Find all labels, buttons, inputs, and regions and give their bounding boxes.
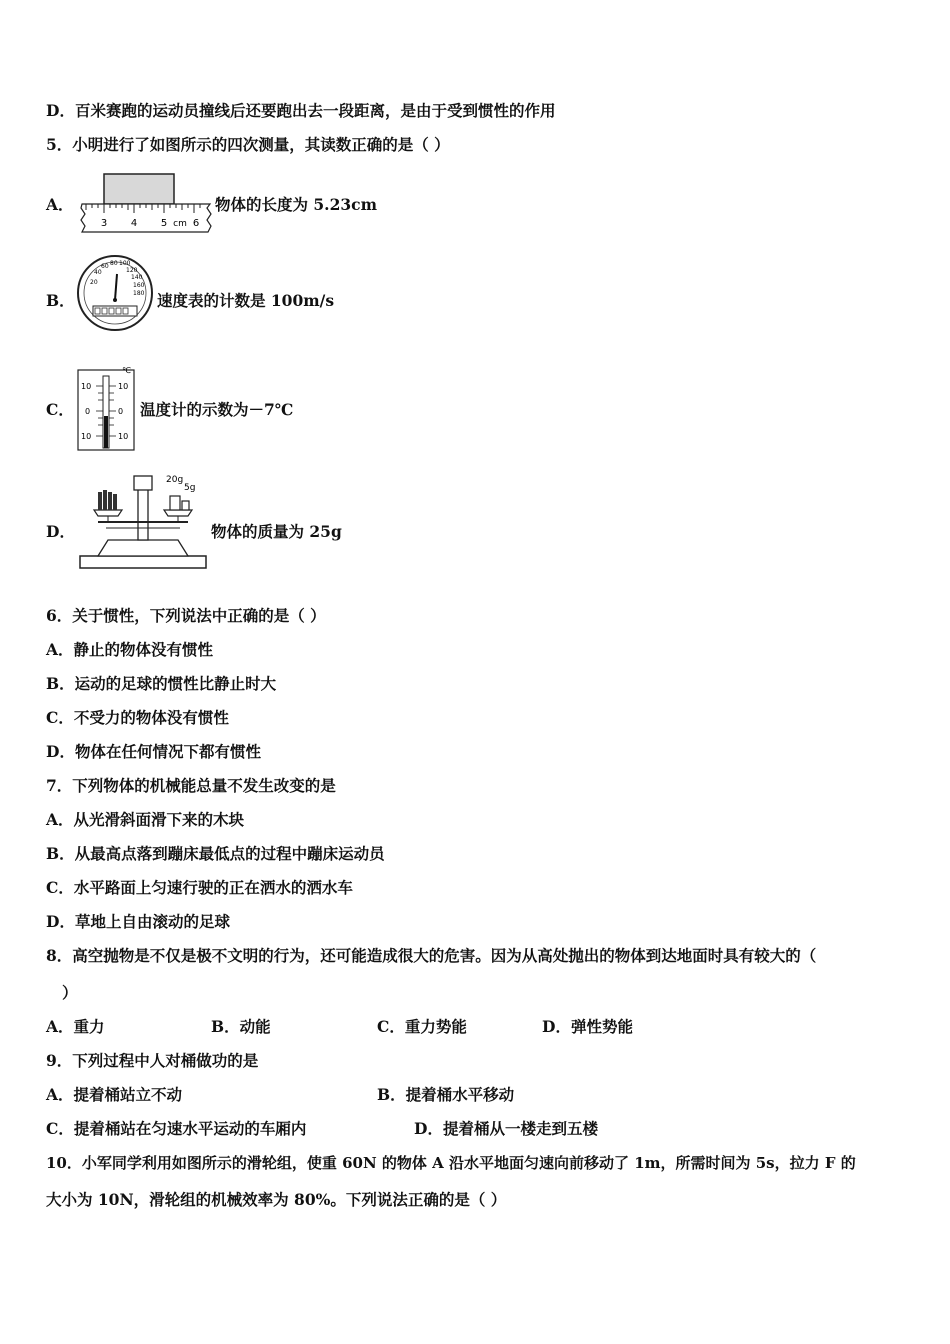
ruler-figure	[80, 172, 214, 236]
q7-option-d: D．草地上自由滚动的足球	[46, 912, 230, 931]
ruler-unit: cm	[173, 219, 187, 229]
q10-stem-cont: 大小为 10N，滑轮组的机械效率为 80%。下列说法正确的是（ ）	[46, 1190, 507, 1209]
q5-b-text: 速度表的计数是 100m/s	[157, 291, 335, 310]
q9-option-d: D．提着桶从一楼走到五楼	[414, 1119, 598, 1138]
q5-a-text: 物体的长度为 5.23cm	[215, 195, 377, 214]
speed-tick-160: 160	[133, 282, 145, 289]
q8-option-b: B．动能	[211, 1017, 271, 1036]
ruler-tick-3: 3	[100, 218, 108, 229]
q9-option-c: C．提着桶站在匀速水平运动的车厢内	[46, 1119, 307, 1138]
q5-c-letter: C．	[46, 400, 74, 419]
q6-option-c: C．不受力的物体没有惯性	[46, 708, 229, 727]
balance-figure	[78, 470, 208, 572]
speed-tick-100: 100	[119, 260, 131, 267]
thermometer-figure	[76, 364, 136, 452]
speed-tick-120: 120	[126, 267, 138, 274]
thermo-right-10-top: 10	[118, 382, 129, 391]
speed-tick-180: 180	[133, 290, 145, 297]
q10-stem: 10．小军同学利用如图所示的滑轮组，使重 60N 的物体 A 沿水平地面匀速向前移动了 1m，所需时间为 5s，拉力 F 的	[46, 1154, 856, 1172]
weight-20g	[170, 496, 180, 510]
q5-a-letter: A．	[46, 195, 74, 214]
q5-stem: 5．小明进行了如图所示的四次测量，其读数正确的是（ ）	[46, 135, 450, 154]
q7-option-b: B．从最高点落到蹦床最低点的过程中蹦床运动员	[46, 844, 385, 863]
object-on-pan	[98, 490, 117, 510]
q8-option-a: A．重力	[46, 1017, 105, 1036]
q8-option-d: D．弹性势能	[542, 1017, 633, 1036]
ruler-tick-4: 4	[130, 218, 138, 229]
q5-b-letter: B．	[46, 291, 75, 310]
q7-option-a: A．从光滑斜面滑下来的木块	[46, 810, 245, 829]
ruler-tick-5: 5	[160, 218, 168, 229]
speed-tick-20: 20	[90, 279, 98, 286]
weight-label-5g: 5g	[184, 483, 196, 493]
thermo-right-10-bottom: 10	[118, 432, 129, 441]
speed-tick-80: 80	[110, 260, 118, 267]
speed-tick-60: 60	[101, 263, 109, 270]
thermo-left-0: 0	[85, 407, 91, 416]
weight-5g	[182, 501, 189, 510]
q6-option-a: A．静止的物体没有惯性	[46, 640, 214, 659]
speed-tick-40: 40	[94, 269, 102, 276]
thermo-left-10-bottom: 10	[81, 432, 92, 441]
q6-option-b: B．运动的足球的惯性比静止时大	[46, 674, 277, 693]
q8-option-c: C．重力势能	[377, 1017, 467, 1036]
q5-d-text: 物体的质量为 25g	[211, 522, 342, 541]
q7-stem: 7．下列物体的机械能总量不发生改变的是	[46, 776, 336, 795]
q7-option-c: C．水平路面上匀速行驶的正在洒水的洒水车	[46, 878, 353, 897]
q9-option-b: B．提着桶水平移动	[377, 1085, 515, 1104]
q6-option-d: D．物体在任何情况下都有惯性	[46, 742, 261, 761]
q6-stem: 6．关于惯性，下列说法中正确的是（ ）	[46, 606, 326, 625]
q5-c-text: 温度计的示数为－7℃	[140, 400, 294, 419]
thermo-right-0: 0	[118, 407, 124, 416]
thermo-left-10-top: 10	[81, 382, 92, 391]
ruler-tick-6: 6	[192, 218, 200, 229]
q8-stem: 8．高空抛物是不仅是极不文明的行为，还可能造成很大的危害。因为从高处抛出的物体到达地面时具有较大的（	[46, 946, 817, 965]
speedometer-figure	[74, 254, 156, 332]
weight-label-20g: 20g	[166, 475, 184, 485]
q8-stem-cont: ）	[62, 983, 78, 1002]
q5-d-letter: D．	[46, 522, 75, 541]
q9-option-a: A．提着桶站立不动	[46, 1085, 183, 1104]
q4-option-d: D．百米赛跑的运动员撞线后还要跑出去一段距离，是由于受到惯性的作用	[46, 101, 556, 120]
thermometer-unit: ℃	[122, 366, 131, 375]
thermometer-liquid	[104, 416, 108, 448]
q9-stem: 9．下列过程中人对桶做功的是	[46, 1051, 259, 1070]
speed-tick-140: 140	[131, 274, 143, 281]
